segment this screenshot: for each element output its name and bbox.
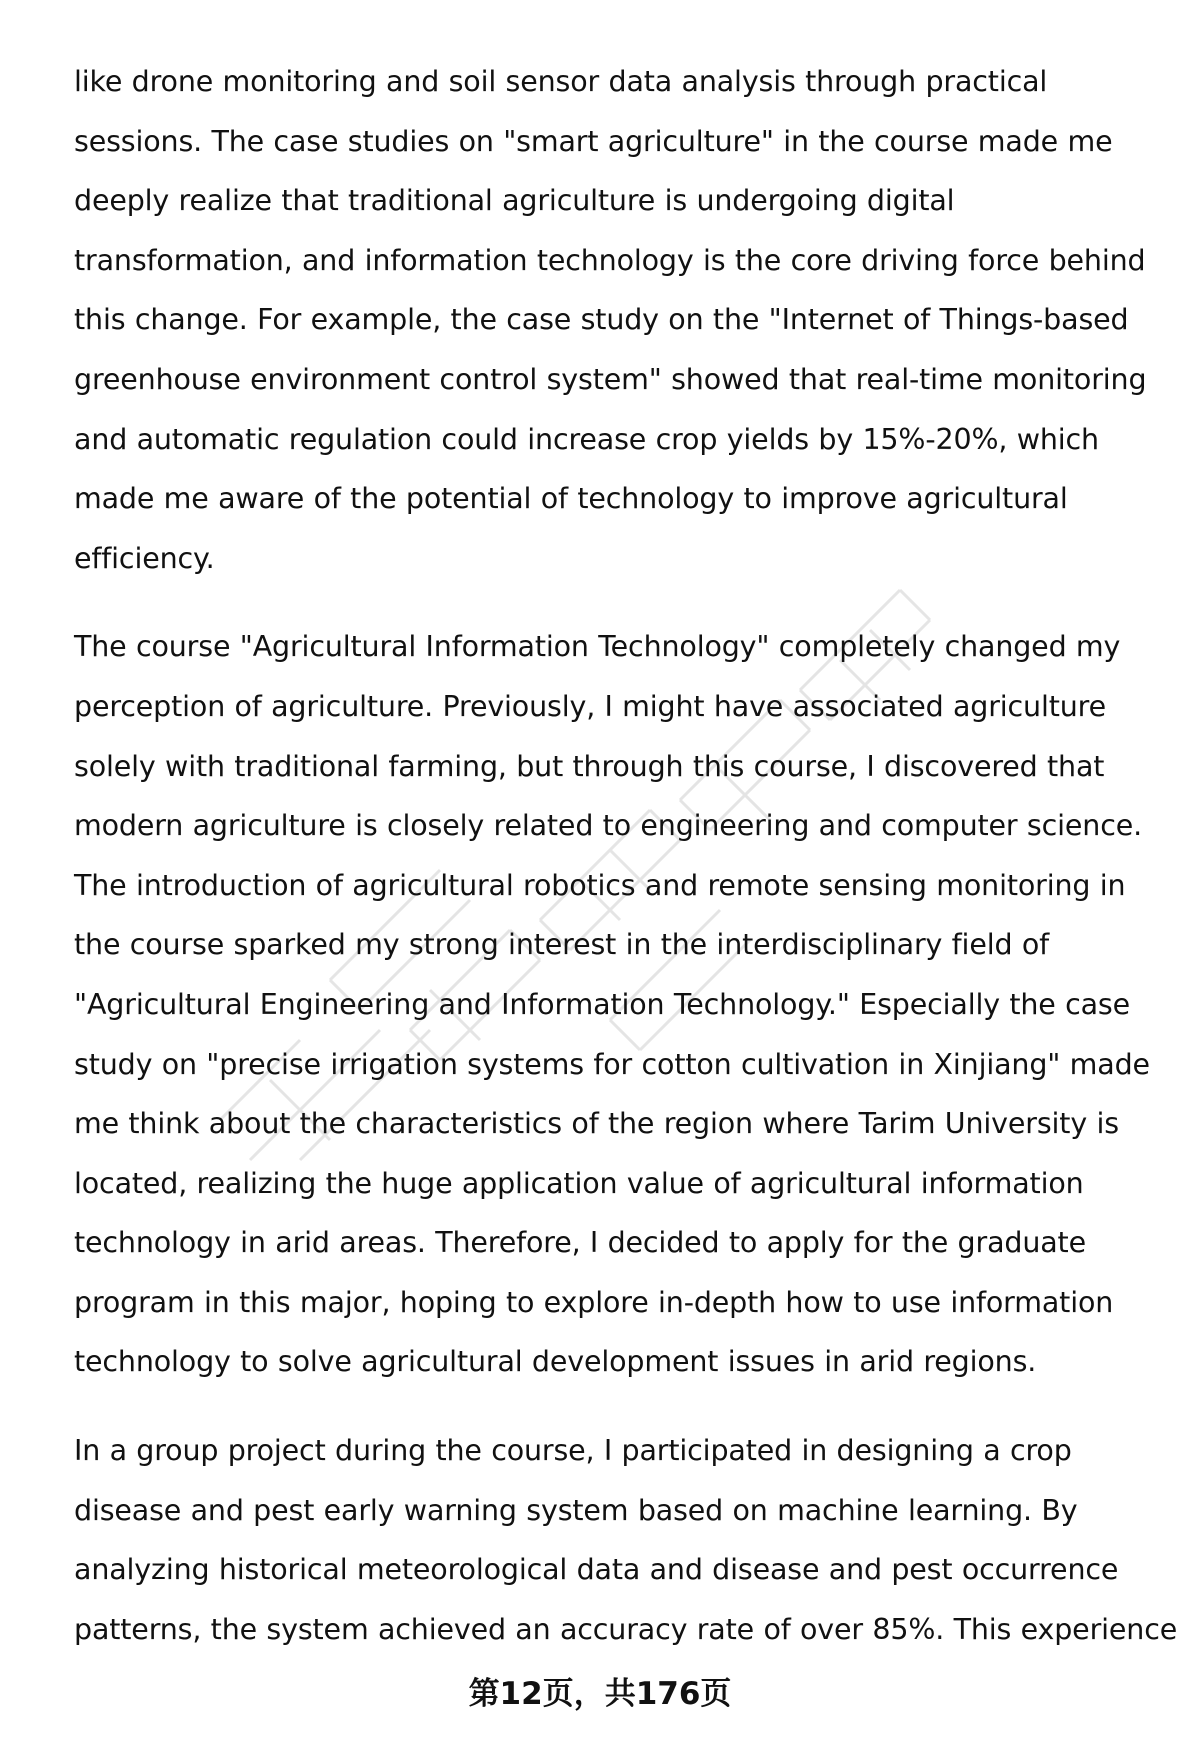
text-line: The introduction of agricultural robotics and remote sensing monitoring in [74, 868, 1126, 902]
text-line: modern agriculture is closely related to engineering and computer science. [74, 809, 1143, 843]
text-line: made me aware of the potential of technology to improve agricultural [74, 482, 1068, 516]
text-line: sessions. The case studies on "smart agriculture" in the course made me [74, 124, 1113, 158]
paragraph-1 [74, 52, 1160, 588]
text-line: like drone monitoring and soil sensor data analysis through practical [74, 65, 1048, 98]
text-line: In a group project during the course, I participated in designing a crop [74, 1434, 1072, 1468]
text-line: technology in arid areas. Therefore, I decided to apply for the graduate [74, 1226, 1086, 1260]
text-line: perception of agriculture. Previously, I might have associated agriculture [74, 689, 1106, 723]
page-number: 第12页，共176页 [468, 1676, 732, 1712]
text-line: efficiency. [74, 541, 215, 575]
text-line: analyzing historical meteorological data and disease and pest occurrence [74, 1553, 1119, 1587]
text-line: program in this major, hoping to explore in-depth how to use information [74, 1285, 1114, 1319]
text-line: this change. For example, the case study on the "Internet of Things-based [74, 303, 1129, 337]
text-line: disease and pest early warning system based on machine learning. By [74, 1493, 1078, 1527]
paragraph-2 [74, 617, 1160, 1392]
text-line: solely with traditional farming, but through this course, I discovered that [74, 749, 1105, 783]
text-line: the course sparked my strong interest in the interdisciplinary field of [74, 928, 1049, 962]
text-line: "Agricultural Engineering and Information Technology." Especially the case [74, 987, 1131, 1021]
text-line: deeply realize that traditional agriculture is undergoing digital [74, 184, 955, 218]
paragraph-3 [74, 1421, 1178, 1659]
text-line: technology to solve agricultural development issues in arid regions. [74, 1345, 1037, 1379]
text-line: transformation, and information technology is the core driving force behind [74, 243, 1146, 277]
text-line: me think about the characteristics of the region where Tarim University is [74, 1107, 1119, 1141]
text-line: patterns, the system achieved an accuracy rate of over 85%. This experience [74, 1612, 1178, 1646]
text-line: and automatic regulation could increase crop yields by 15%-20%, which [74, 422, 1099, 456]
text-line: The course "Agricultural Information Technology" completely changed my [74, 630, 1121, 664]
text-line: greenhouse environment control system" showed that real-time monitoring [74, 362, 1147, 396]
text-line: study on "precise irrigation systems for cotton cultivation in Xinjiang" made [74, 1047, 1150, 1081]
document-body [74, 52, 1178, 1688]
text-line: located, realizing the huge application value of agricultural information [74, 1166, 1084, 1200]
